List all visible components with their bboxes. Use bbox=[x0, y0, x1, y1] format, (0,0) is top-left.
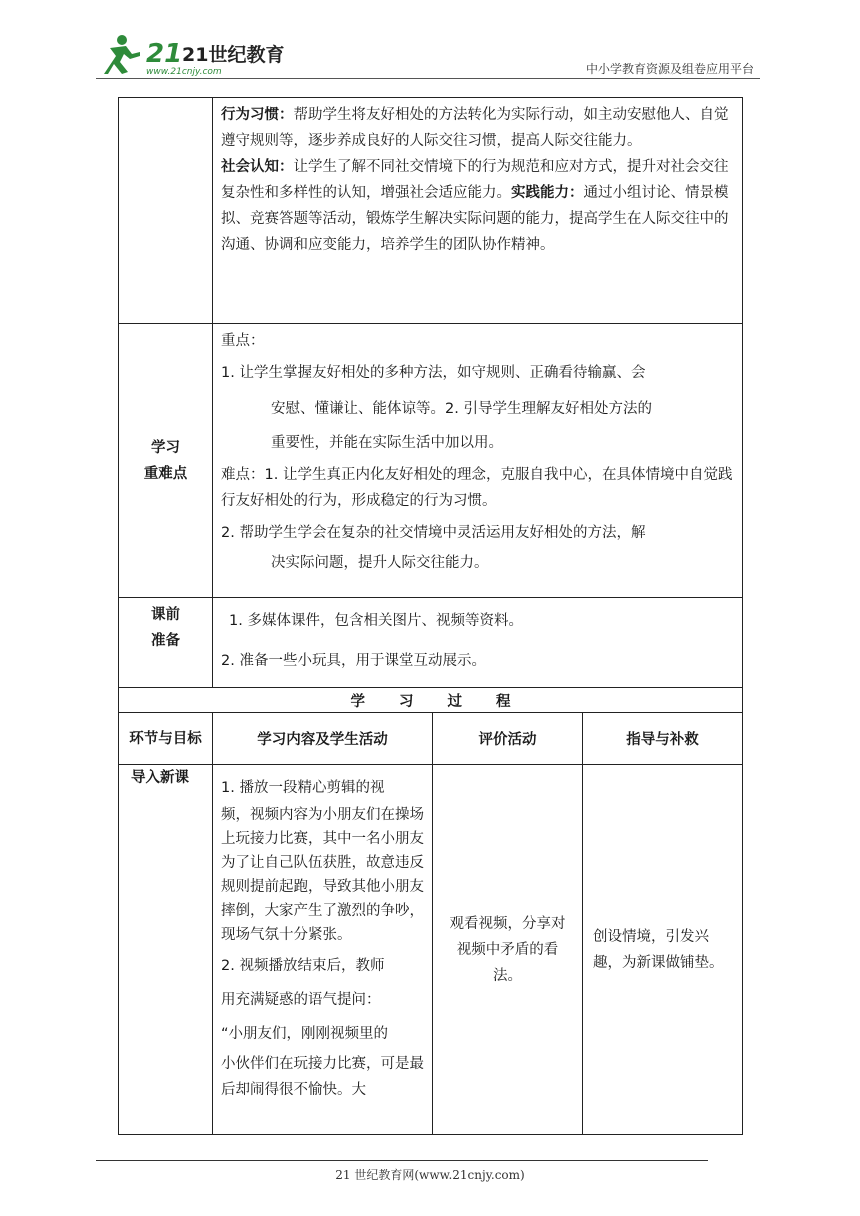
intro-step-2b: 用充满疑惑的语气提问： bbox=[221, 992, 381, 1008]
social-paragraph bbox=[213, 154, 742, 258]
prep-label-2: 准备 bbox=[151, 633, 180, 649]
footer-divider bbox=[96, 1160, 708, 1161]
prep-content-cell bbox=[213, 598, 743, 688]
goals-row bbox=[119, 98, 743, 324]
intro-step-2c: “小朋友们，刚刚视频里的 bbox=[221, 1026, 389, 1042]
goals-content-cell bbox=[213, 98, 743, 324]
intro-content-cell bbox=[213, 765, 433, 1135]
logo-text: 21世纪教育 bbox=[182, 44, 285, 66]
intro-guide-cell: 创设情境，引发兴趣，为新课做铺垫。 bbox=[583, 765, 743, 1135]
process-header-row bbox=[119, 713, 743, 765]
keypoints-label-1: 学习 bbox=[151, 439, 180, 456]
keypoint-item-1: 1. 让学生掌握友好相处的多种方法，如守规则、正确看待输赢、会 bbox=[221, 365, 646, 381]
habit-paragraph bbox=[213, 102, 742, 154]
process-title-row bbox=[119, 688, 743, 713]
keypoint-item-2: 2. 帮助学生学会在复杂的社交情境中灵活运用友好相处的方法，解 bbox=[221, 525, 646, 541]
keypoints-row bbox=[119, 324, 743, 598]
col-eval-header: 评价活动 bbox=[433, 713, 583, 765]
process-title: 学习过程 bbox=[119, 688, 743, 713]
svg-text:21: 21 bbox=[146, 39, 183, 69]
keypoint-item-2-cont: 决实际问题，提升人际交往能力。 bbox=[271, 555, 489, 571]
process-row-intro bbox=[119, 765, 743, 1135]
zhongdian-heading: 重点： bbox=[221, 333, 265, 349]
intro-eval-cell: 观看视频，分享对视频中矛盾的看法。 bbox=[433, 765, 583, 1135]
col-content-header: 学习内容及学生活动 bbox=[213, 713, 433, 765]
col-stage-header: 环节与目标 bbox=[119, 713, 213, 765]
intro-stage-cell: 导入新课 bbox=[119, 765, 213, 1135]
intro-step-1b: 频，视频内容为小朋友们在操场上玩接力比赛，其中一名小朋友为了让自己队伍获胜，故意违反规则提前起跑，导致其他小朋友摔倒，大家产生了激烈的争吵，现场气氛十分紧张。 bbox=[221, 807, 424, 943]
habit-text: 帮助学生将友好相处的方法转化为实际行动，如主动安慰他人、自觉遵守规则等，逐步养成良好的人际交往习惯，提高人际交往能力。 bbox=[221, 107, 729, 149]
intro-step-2d: 小伙伴们在玩接力比赛，可是最后却闹得很不愉快。大 bbox=[221, 1056, 424, 1098]
lesson-plan-table bbox=[118, 97, 743, 1135]
logo-url-text: www.21cnjy.com bbox=[146, 67, 222, 77]
prep-item-2: 2. 准备一些小玩具，用于课堂互动展示。 bbox=[221, 653, 486, 669]
keypoints-label-2: 重难点 bbox=[143, 465, 188, 482]
goals-label-cell bbox=[119, 98, 213, 324]
prep-row bbox=[119, 598, 743, 688]
header-divider bbox=[96, 78, 760, 79]
intro-step-1a: 1. 播放一段精心剪辑的视 bbox=[221, 780, 385, 796]
col-guide-header: 指导与补救 bbox=[583, 713, 743, 765]
social-text: 让学生了解不同社交情境下的行为规范和应对方式，提升对社会交往复杂性和多样性的认知，增强社会适应能力。 bbox=[221, 159, 729, 201]
keypoint-item-1-cont: 安慰、懂谦让、能体谅等。2. 引导学生理解友好相处方法的 bbox=[271, 401, 652, 417]
prep-label-1: 课前 bbox=[151, 607, 180, 623]
keypoints-label-cell bbox=[119, 324, 213, 598]
page-header bbox=[0, 0, 860, 80]
practice-label: 实践能力： bbox=[511, 185, 584, 201]
nandian-paragraph: 难点：1. 让学生真正内化友好相处的理念，克服自我中心，在具体情境中自觉践行友好相处的行为，形成稳定的行为习惯。 bbox=[221, 467, 733, 509]
habit-label: 行为习惯： bbox=[221, 107, 294, 123]
keypoint-item-1-cont2: 重要性，并能在实际生活中加以用。 bbox=[271, 435, 503, 451]
footer-text: 21 世纪教育网(www.21cnjy.com) bbox=[335, 1168, 525, 1182]
intro-step-2a: 2. 视频播放结束后，教师 bbox=[221, 958, 385, 974]
prep-item-1: 1. 多媒体课件，包含相关图片、视频等资料。 bbox=[229, 613, 523, 629]
prep-label-cell bbox=[119, 598, 213, 688]
platform-name: 中小学教育资源及组卷应用平台 bbox=[585, 62, 754, 76]
social-label: 社会认知： bbox=[221, 159, 294, 175]
practice-text: 通过小组讨论、情景模拟、竞赛答题等活动，锻炼学生解决实际问题的能力，提高学生在人际交往中的沟通、协调和应变能力，培养学生的团队协作精神。 bbox=[221, 185, 729, 253]
logo-21cnjy-icon bbox=[96, 34, 285, 78]
keypoints-content-cell bbox=[213, 324, 743, 598]
